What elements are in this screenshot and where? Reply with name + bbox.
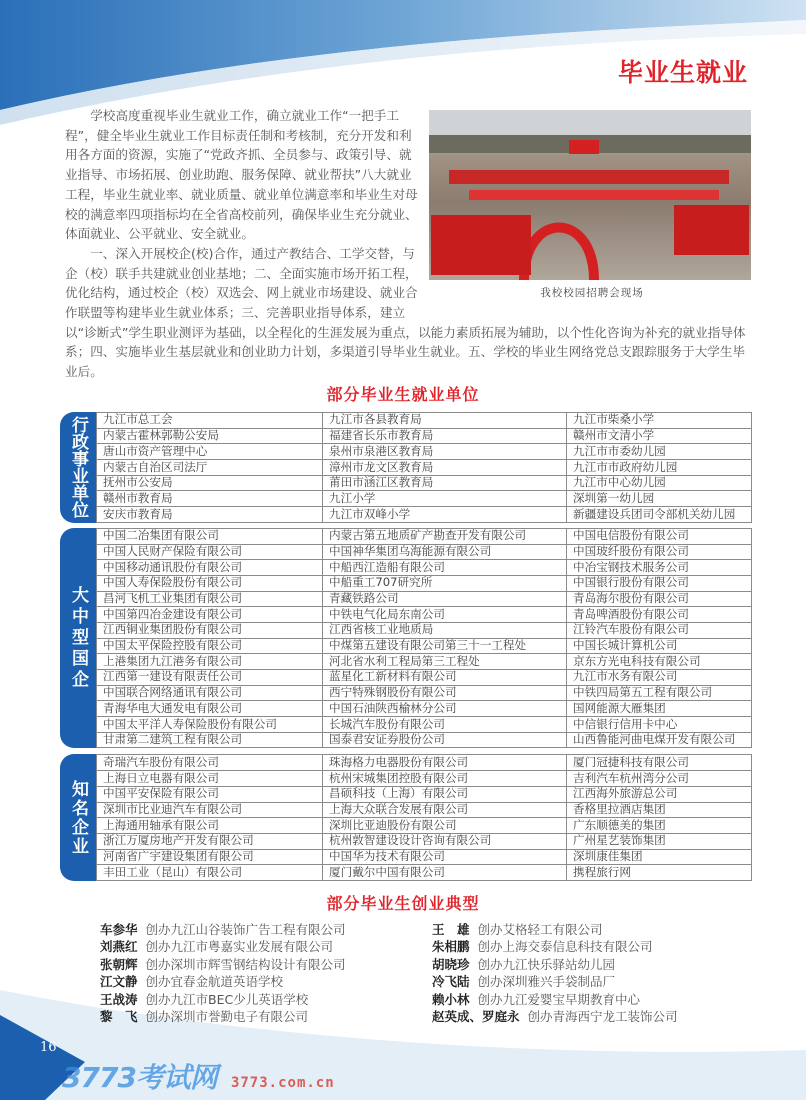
employer-cell: 珠海格力电器股份有限公司 [323, 755, 567, 771]
employer-cell: 中国太平保险控股有限公司 [97, 638, 323, 654]
employer-cell: 厦门戴尔中国有限公司 [323, 865, 567, 881]
table-row [97, 528, 752, 544]
section-label: 行政事业单位 [60, 412, 96, 523]
employer-cell: 河南省广宇建设集团有限公司 [97, 849, 323, 865]
employer-cell: 携程旅行网 [567, 865, 752, 881]
table-row [97, 591, 752, 607]
employer-cell: 中信银行信用卡中心 [567, 717, 752, 733]
employer-table-famous [60, 754, 752, 881]
employer-cell: 唐山市资产管理中心 [97, 444, 323, 460]
employer-cell: 内蒙古自治区司法厅 [97, 460, 323, 476]
table-row [97, 460, 752, 476]
employer-cell: 漳州市龙文区教育局 [323, 460, 567, 476]
employer-cell: 中国二冶集团有限公司 [97, 528, 323, 544]
employer-cell: 上海日立电器有限公司 [97, 771, 323, 787]
founder-company: 创办九江爱婴宝早期教育中心 [477, 991, 641, 1007]
employer-cell: 西宁特殊钢股份有限公司 [323, 685, 567, 701]
table-row [97, 622, 752, 638]
employer-cell: 蓝星化工新材料有限公司 [323, 670, 567, 686]
founder-name: 朱相鹏 [432, 939, 470, 955]
employer-cell: 厦门冠捷科技有限公司 [567, 755, 752, 771]
employer-cell: 江铃汽车股份有限公司 [567, 622, 752, 638]
employer-cell: 青岛海尔股份有限公司 [567, 591, 752, 607]
employer-cell: 赣州市教育局 [97, 491, 323, 507]
employer-cell: 昌河飞机工业集团有限公司 [97, 591, 323, 607]
intro-paragraph: 学校高度重视毕业生就业工作，确立就业工作“一把手工程”，健全毕业生就业工作目标责任制和考核制，充分开发和利用各方面的资源，实施了“党政齐抓、全员参与、政策引导、就业指导、市场拓展、创业助跑、服务保障、就业帮扶”八大就业工程，毕业生就业率、就业质量、就业单位满意率和毕业生对母校的满意率四项指标均在全省高校前列，确保毕业生充分就业、体面就业、公平就业、安全就业。 [65, 108, 418, 242]
employer-cell: 中国联合网络通讯有限公司 [97, 685, 323, 701]
founder-item [100, 956, 432, 973]
table-row [97, 701, 752, 717]
employer-cell: 九江小学 [323, 491, 567, 507]
employer-cell: 江西省核工业地质局 [323, 622, 567, 638]
founder-company: 创办上海交泰信息科技有限公司 [477, 939, 653, 955]
table-row [97, 413, 752, 429]
table-row [97, 507, 752, 523]
table-row [97, 638, 752, 654]
founder-item [100, 973, 432, 990]
employer-cell: 京东方光电科技有限公司 [567, 654, 752, 670]
employer-cell: 广东顺德美的集团 [567, 818, 752, 834]
founder-name: 赖小林 [432, 991, 470, 1007]
table-row [97, 786, 752, 802]
employer-cell: 九江市市政府幼儿园 [567, 460, 752, 476]
employer-cell: 甘肃第二建筑工程有限公司 [97, 732, 323, 748]
founder-company: 创办深圳市辉雪钢结构设计有限公司 [145, 956, 346, 972]
table-row [97, 865, 752, 881]
employer-cell: 内蒙古第五地质矿产勘查开发有限公司 [323, 528, 567, 544]
table-row [97, 475, 752, 491]
founder-item [432, 938, 752, 955]
employer-cell: 浙江万厦房地产开发有限公司 [97, 833, 323, 849]
employer-cell: 上海大众联合发展有限公司 [323, 802, 567, 818]
section-label: 大中型国企 [60, 528, 96, 749]
founder-item [100, 921, 432, 938]
employer-cell: 新疆建设兵团司令部机关幼儿园 [567, 507, 752, 523]
page-title: 毕业生就业 [617, 58, 748, 87]
watermark-logo [62, 1062, 335, 1094]
employer-cell: 九江市总工会 [97, 413, 323, 429]
employer-cell: 深圳第一幼儿园 [567, 491, 752, 507]
table-row [97, 544, 752, 560]
founder-item [432, 956, 752, 973]
table-row [97, 560, 752, 576]
employer-cell: 深圳市比业迪汽车有限公司 [97, 802, 323, 818]
photo-figure [429, 110, 755, 300]
employer-cell: 吉利汽车杭州湾分公司 [567, 771, 752, 787]
employer-cell: 中船重工707研究所 [323, 575, 567, 591]
founder-item [100, 938, 432, 955]
employer-cell: 中国人寿保险股份有限公司 [97, 575, 323, 591]
intro-section [65, 106, 755, 382]
table-row [97, 491, 752, 507]
employer-cell: 长城汽车股份有限公司 [323, 717, 567, 733]
employer-cell: 上港集团九江港务有限公司 [97, 654, 323, 670]
employer-cell: 中冶宝钢技术服务公司 [567, 560, 752, 576]
employer-cell: 九江市水务有限公司 [567, 670, 752, 686]
employer-cell: 山西鲁能河曲电煤开发有限公司 [567, 732, 752, 748]
table-row [97, 771, 752, 787]
table-row [97, 717, 752, 733]
employer-cell: 中国玻纤股份有限公司 [567, 544, 752, 560]
employer-cell: 安庆市教育局 [97, 507, 323, 523]
photo-caption: 我校校园招聘会现场 [540, 287, 644, 299]
founder-name: 黎 飞 [100, 1008, 138, 1024]
founder-company: 创办九江市BEC少儿英语学校 [145, 991, 309, 1007]
founder-name: 刘燕红 [100, 939, 138, 955]
employer-cell: 杭州敦智建设设计咨询有限公司 [323, 833, 567, 849]
founder-company: 创办青海西宁龙工装饰公司 [527, 1008, 678, 1024]
employer-cell: 九江市各县教育局 [323, 413, 567, 429]
founder-company: 创办艾格轻工有限公司 [477, 921, 603, 937]
employer-cell: 九江市双峰小学 [323, 507, 567, 523]
employer-cell: 河北省水利工程局第三工程处 [323, 654, 567, 670]
employer-cell: 福建省长乐市教育局 [323, 428, 567, 444]
employer-cell: 奇瑞汽车股份有限公司 [97, 755, 323, 771]
employer-cell: 中铁电气化局东南公司 [323, 607, 567, 623]
founder-name: 冷飞陆 [432, 974, 470, 990]
employer-table-soe [60, 528, 752, 749]
employer-cell: 中国平安保险有限公司 [97, 786, 323, 802]
employer-cell: 中国石油陕西榆林分公司 [323, 701, 567, 717]
employer-cell: 内蒙古霍林郭勒公安局 [97, 428, 323, 444]
employer-cell: 上海通用轴承有限公司 [97, 818, 323, 834]
founder-company: 创办九江快乐驿站幼儿园 [477, 956, 616, 972]
founder-name: 王战涛 [100, 991, 138, 1007]
campus-job-fair-photo [429, 110, 751, 280]
employer-cell: 青藏铁路公司 [323, 591, 567, 607]
founders-heading: 部分毕业生创业典型 [326, 893, 480, 913]
founder-company: 创办深圳市誉勤电子有限公司 [145, 1008, 309, 1024]
founder-item [432, 1008, 752, 1025]
employer-cell: 国网能源大雁集团 [567, 701, 752, 717]
employer-cell: 中国神华集团乌海能源有限公司 [323, 544, 567, 560]
employer-cell: 中国移动通讯股份有限公司 [97, 560, 323, 576]
founders-list [100, 921, 752, 1025]
employer-cell: 国泰君安证券股份公司 [323, 732, 567, 748]
employer-cell: 中国第四冶金建设有限公司 [97, 607, 323, 623]
founder-item [432, 921, 752, 938]
employer-cell: 泉州市泉港区教育局 [323, 444, 567, 460]
employer-cell: 赣州市文清小学 [567, 428, 752, 444]
employer-cell: 九江市市委幼儿园 [567, 444, 752, 460]
table-row [97, 849, 752, 865]
founder-company: 创办宜春金航道英语学校 [145, 974, 284, 990]
table-row [97, 654, 752, 670]
founder-company: 创办深圳雅兴手袋制品厂 [477, 974, 616, 990]
table-row [97, 607, 752, 623]
employer-cell: 广州星艺装饰集团 [567, 833, 752, 849]
employer-cell: 中煤第五建设有限公司第三十一工程处 [323, 638, 567, 654]
employer-cell: 中国银行股份有限公司 [567, 575, 752, 591]
founder-name: 胡晓珍 [432, 956, 470, 972]
employer-cell: 中船西江造船有限公司 [323, 560, 567, 576]
employer-cell: 中国长城计算机公司 [567, 638, 752, 654]
employer-cell: 中国太平洋人寿保险股份有限公司 [97, 717, 323, 733]
table-row [97, 802, 752, 818]
employers-heading: 部分毕业生就业单位 [326, 385, 480, 404]
employer-cell: 中国华为技术有限公司 [323, 849, 567, 865]
employer-cell: 香格里拉酒店集团 [567, 802, 752, 818]
founder-name: 王 雄 [432, 921, 470, 937]
table-row [97, 685, 752, 701]
table-row [97, 833, 752, 849]
founder-name: 车参华 [100, 921, 138, 937]
founder-item [432, 973, 752, 990]
founder-item [100, 991, 432, 1008]
intro-paragraph: 一、深入开展校企(校)合作，通过产教结合、工学交替，与企（校）联手共建就业创业基地；二、全面实施市场开拓工程，优化结构，通过校企（校）双选会、网上就业市场建设、就业合作联盟等构建毕业生就业体系；三、完善职业指导体系，建立以“诊断式”学生职业测评为基础，以全程化的生涯发展为重点，以能力素质拓展为辅助，以个性化咨询为补充的就业指导体系；四、实施毕业生基层就业和创业助力计划，多渠道引导毕业生就业。五、学校的毕业生网络党总支跟踪服务于大学生毕业后。 [65, 245, 746, 380]
table-row [97, 444, 752, 460]
employer-cell: 深圳康佳集团 [567, 849, 752, 865]
employer-table-admin [60, 412, 752, 523]
founder-name: 赵英成、罗庭永 [432, 1008, 520, 1024]
employer-cell: 昌硕科技（上海）有限公司 [323, 786, 567, 802]
table-row [97, 732, 752, 748]
founder-name: 江文静 [100, 974, 138, 990]
table-row [97, 428, 752, 444]
founder-item [432, 991, 752, 1008]
employer-cell: 丰田工业（昆山）有限公司 [97, 865, 323, 881]
employer-cell: 杭州宋城集团控股有限公司 [323, 771, 567, 787]
employer-cell: 九江市柴桑小学 [567, 413, 752, 429]
founder-item [100, 1008, 432, 1025]
employer-cell: 九江市中心幼儿园 [567, 475, 752, 491]
employer-cell: 莆田市涵江区教育局 [323, 475, 567, 491]
table-row [97, 575, 752, 591]
founder-company: 创办九江市粤嘉实业发展有限公司 [145, 939, 334, 955]
watermark-url: 3773.com.cn [230, 1075, 335, 1091]
employer-cell: 青岛啤酒股份有限公司 [567, 607, 752, 623]
employer-cell: 中国电信股份有限公司 [567, 528, 752, 544]
employer-cell: 中铁四局第五工程有限公司 [567, 685, 752, 701]
lower-section [0, 384, 806, 1025]
founder-company: 创办九江山谷装饰广告工程有限公司 [145, 921, 346, 937]
table-row [97, 670, 752, 686]
employer-cell: 青海华电大通发电有限公司 [97, 701, 323, 717]
founder-name: 张朝辉 [100, 956, 138, 972]
table-row [97, 755, 752, 771]
employer-cell: 抚州市公安局 [97, 475, 323, 491]
section-label: 知名企业 [60, 754, 96, 881]
watermark-logo-text: 3773考试网 [62, 1061, 217, 1094]
table-row [97, 818, 752, 834]
employer-cell: 深圳比亚迪股份有限公司 [323, 818, 567, 834]
employer-cell: 江西铜业集团股份有限公司 [97, 622, 323, 638]
employer-cell: 中国人民财产保险有限公司 [97, 544, 323, 560]
employer-cell: 江西海外旅游总公司 [567, 786, 752, 802]
page-number: 16 [40, 1040, 57, 1055]
employer-cell: 江西第一建设有限责任公司 [97, 670, 323, 686]
